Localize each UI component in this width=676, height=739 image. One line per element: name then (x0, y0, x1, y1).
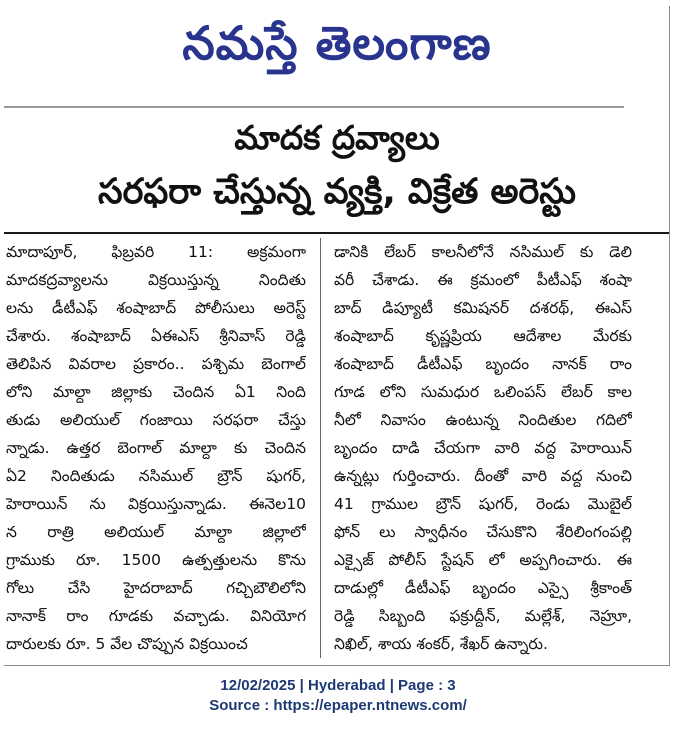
article-line: దారులకు రూ. 5 వేల చొప్పున విక్రయించ (6, 635, 248, 653)
article-column-left (6, 238, 306, 658)
article-line: శంషాబాద్ డీటీఎఫ్ బృందం నానక్ రాం (334, 355, 632, 373)
article-line: డానికి లేబర్ కాలనీలోనే నసిముల్ కు డెలి (334, 243, 632, 261)
article-column-right (334, 238, 632, 658)
article-line: శంషాబాద్ కృష్ణప్రియ ఆదేశాల మేరకు (334, 327, 632, 345)
source-footer (0, 676, 676, 716)
news-clipping (4, 6, 670, 666)
article-line: మాదాపూర్, ఫిబ్రవరి 11: అక్రమంగా (6, 243, 306, 261)
article-line: లోని మాల్దా జిల్లాకు చెందిన ఏ1 నింది (6, 383, 306, 401)
dateline: 12/02/2025 | Hyderabad | Page : 3 (220, 677, 456, 694)
article-line: ఎక్సైజ్ పోలీస్ స్టేషన్ లో అప్పగించారు. ఈ (334, 551, 632, 569)
article-headline (4, 112, 670, 220)
headline-divider (4, 232, 670, 234)
article-line: వరీ చేశాడు. ఈ క్రమంలో పీటీఎఫ్ శంషా (334, 271, 632, 289)
article-line: 41 గ్రాముల బ్రౌన్ షుగర్, రెండు మొబైల్ (334, 495, 632, 513)
article-line: మాదకద్రవ్యాలను విక్రయిస్తున్న నిందితు (6, 271, 306, 289)
newspaper-masthead: నమస్తే తెలంగాణ (182, 16, 492, 70)
article-line: నీలో నివాసం ఉంటున్న నిందితుల గదిలో (334, 411, 632, 429)
article-line: ఉన్నట్లు గుర్తించారు. దీంతో వారి వద్ద నుంచి (334, 467, 632, 485)
headline-line-1: మాదక ద్రవ్యాలు (234, 118, 440, 157)
article-line: గోలు చేసి హైదరాబాద్ గచ్చిబౌలిలోని (6, 579, 306, 597)
article-line: న్నాడు. ఉత్తర బెంగాల్ మాల్దా కు చెందిన (6, 439, 306, 457)
column-divider (320, 238, 321, 658)
article-line: హెరాయిన్ ను విక్రయిస్తున్నాడు. ఈనెల10 (6, 495, 306, 513)
article-line: తుడు అలియుల్ గంజాయి సరఫరా చేస్తు (6, 411, 306, 429)
article-line: లను డీటీఎఫ్ శంషాబాద్ పోలీసులు అరెస్ట్ (6, 299, 306, 317)
article-line: రెడ్డి సిబ్బంది ఫక్రుద్దీన్, మల్లేశ్, నెహ్రూ, (334, 607, 632, 625)
article-line: గ్రాముకు రూ. 1500 ఉత్పత్తులను కొను (6, 551, 306, 569)
article-line: బృందం దాడి చేయగా వారి వద్ద హెరాయిన్ (334, 439, 632, 457)
article-line: చేశారు. శంషాబాద్ ఏఈఎస్ శ్రీనివాస్ రెడ్డి (6, 327, 306, 345)
masthead-divider (4, 106, 624, 108)
article-line: దాడుల్లో డీటీఎఫ్ బృందం ఎస్సై శ్రీకాంత్ (334, 579, 632, 597)
article-line: న రాత్రి అలియుల్ మాల్దా జిల్లాలో (6, 523, 306, 541)
article-line: నిఖిల్, శాయ శంకర్, శేఖర్ ఉన్నారు. (334, 635, 548, 653)
article-line: ఏ2 నిందితుడు నసిముల్ బ్రౌన్ షుగర్, (6, 467, 306, 485)
article-line: బాద్ డిప్యూటీ కమిషనర్ దశరథ్, ఈఎస్ (334, 299, 632, 317)
headline-line-2: సరఫరా చేస్తున్న వ్యక్తి, విక్రేత అరెస్టు (98, 172, 576, 212)
article-line: తెలిపిన వివరాల ప్రకారం.. పశ్చిమ బెంగాల్ (6, 355, 306, 373)
source-link[interactable]: Source : https://epaper.ntnews.com/ (209, 697, 467, 714)
article-line: గూడ లోని సుమధుర ఒలింపస్ లేబర్ కాల (334, 383, 632, 401)
article-line: ఫోన్ లు స్వాధీనం చేసుకొని శేరిలింగంపల్లి (334, 523, 632, 541)
article-line: నానాక్ రాం గూడకు వచ్చాడు. వినియోగ (6, 607, 306, 625)
